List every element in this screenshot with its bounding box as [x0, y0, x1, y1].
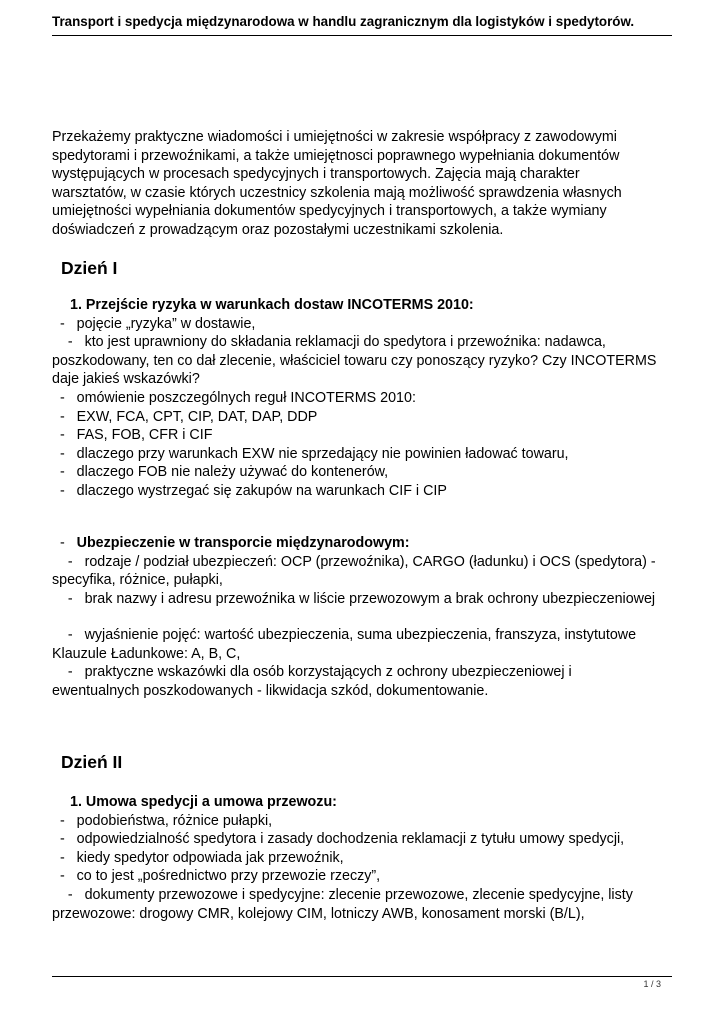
list-item: - FAS, FOB, CFR i CIF [52, 427, 213, 444]
list-dash: - [52, 535, 77, 551]
list-item: Klauzule Ładunkowe: A, B, C, [52, 645, 241, 662]
list-item: - co to jest „pośrednictwo przy przewozie rzeczy”, [52, 868, 381, 885]
list-item: poszkodowany, ten co dał zlecenie, właściciel towaru czy ponoszący ryzyko? Czy INCOTERMS [52, 352, 657, 369]
list-item: przewozowe: drogowy CMR, kolejowy CIM, lotniczy AWB, konosament morski (B/L), [52, 905, 585, 922]
page-header-title: Transport i spedycja międzynarodowa w handlu zagranicznym dla logistyków i spedytorów. [52, 14, 635, 29]
list-item: - praktyczne wskazówki dla osób korzystających z ochrony ubezpieczeniowej i [52, 664, 572, 681]
list-item: - EXW, FCA, CPT, CIP, DAT, DAP, DDP [52, 408, 318, 425]
day1-section1 [52, 296, 656, 501]
footer-divider [52, 976, 672, 977]
intro-line: spedytorami i przewoźnikami, a także umiejętnosci poprawnego wypełniania dokumentów [52, 147, 620, 164]
list-item: specyfika, różnice, pułapki, [52, 572, 223, 589]
day2-heading: Dzień II [61, 752, 123, 772]
header-divider [52, 35, 672, 36]
intro-paragraph [52, 128, 622, 240]
day1-section2 [52, 534, 656, 608]
list-item: ewentualnych poszkodowanych - likwidacja szkód, dokumentowanie. [52, 682, 489, 699]
intro-line: występujących w procesach spedycyjnych i transportowych. Zajęcia mają charakter [52, 166, 580, 183]
list-item: - dlaczego FOB nie należy używać do kontenerów, [52, 464, 389, 481]
intro-line: umiejętności wypełniania dokumentów spedycyjnych i transportowych, a także wymiany [52, 203, 607, 220]
intro-line: Przekażemy praktyczne wiadomości i umiejętności w zakresie współpracy z zawodowymi [52, 129, 617, 145]
list-item: - podobieństwa, różnice pułapki, [52, 812, 273, 829]
day1-heading: Dzień I [61, 258, 118, 278]
list-item: daje jakieś wskazówki? [52, 371, 200, 388]
list-item: - kto jest uprawniony do składania reklamacji do spedytora i przewoźnika: nadawca, [52, 334, 606, 351]
list-item: - omówienie poszczególnych reguł INCOTERMS 2010: [52, 389, 416, 406]
day1-section2-continued [52, 626, 636, 700]
section-title: Ubezpieczenie w transporcie międzynarodowym: [76, 535, 410, 551]
intro-line: warsztatów, w czasie których uczestnicy szkolenia mają możliwość sprawdzenia własnych [52, 184, 622, 201]
list-item: - rodzaje / podział ubezpieczeń: OCP (przewoźnika), CARGO (ładunku) i OCS (spedytora) - [52, 553, 656, 570]
intro-line: doświadczeń z prowadzącym oraz pozostałymi uczestnikami szkolenia. [52, 221, 504, 238]
list-item: - dlaczego przy warunkach EXW nie sprzedający nie powinien ładować towaru, [52, 445, 569, 462]
section-title: 1. Przejście ryzyka w warunkach dostaw INCOTERMS 2010: [70, 297, 474, 313]
list-item: - wyjaśnienie pojęć: wartość ubezpieczenia, suma ubezpieczenia, franszyza, instytutowe [52, 627, 637, 643]
list-item: - odpowiedzialność spedytora i zasady dochodzenia reklamacji z tytułu umowy spedycji, [52, 831, 625, 848]
list-item: - pojęcie „ryzyka” w dostawie, [52, 315, 256, 332]
list-item: - dlaczego wystrzegać się zakupów na warunkach CIF i CIP [52, 482, 447, 499]
day2-section1 [52, 793, 633, 923]
page-number: 1 / 3 [643, 979, 661, 989]
list-item: - kiedy spedytor odpowiada jak przewoźnik, [52, 849, 344, 866]
list-item: - dokumenty przewozowe i spedycyjne: zlecenie przewozowe, zlecenie spedycyjne, listy [52, 886, 633, 903]
list-item: - brak nazwy i adresu przewoźnika w liście przewozowym a brak ochrony ubezpieczeniowej [52, 590, 656, 607]
section-title: 1. Umowa spedycji a umowa przewozu: [70, 794, 337, 810]
